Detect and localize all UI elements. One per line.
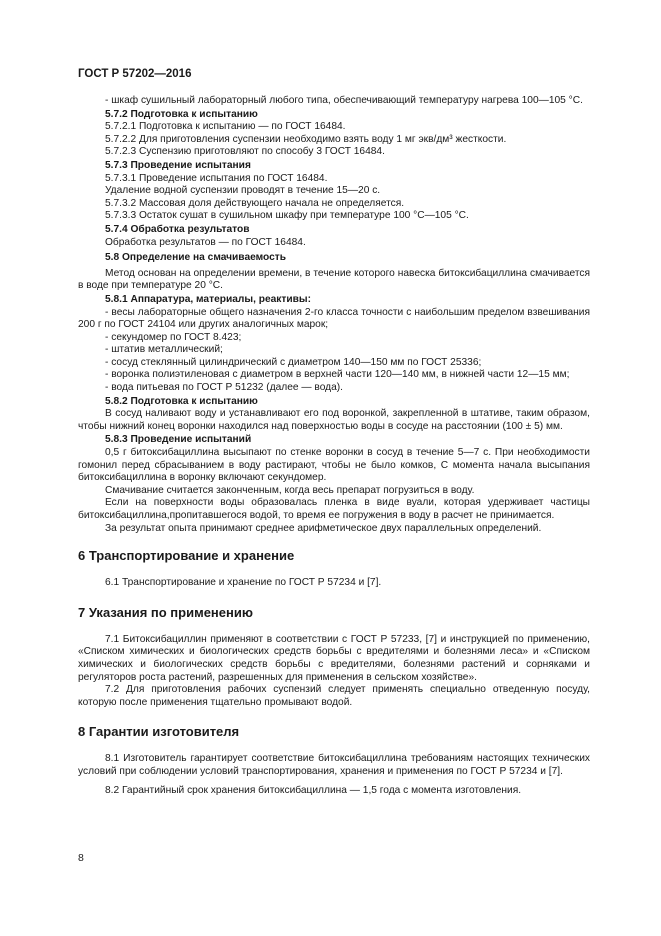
paragraph: За результат опыта принимают среднее арифметическое двух параллельных определений. [105,522,542,534]
section-heading: 6 Транспортирование и хранение [78,548,295,564]
paragraph: 6.1 Транспортирование и хранение по ГОСТ Р 57234 и [7]. [105,577,382,589]
subsection-heading: 5.8.3 Проведение испытаний [105,434,252,446]
paragraph: - секундомер по ГОСТ 8.423; [105,331,242,343]
paragraph: 8.1 Изготовитель гарантирует соответствие битоксибациллина требованиям настоящих технических условий при соблюдении условий транспортирования, хранения и применения по ГОСТ Р 57234 и [7]. [78,753,590,777]
paragraph: - сосуд стеклянный цилиндрический с диаметром 140—150 мм по ГОСТ 25336; [105,356,482,368]
paragraph: 5.7.3.2 Массовая доля действующего начала не определяется. [105,197,405,209]
paragraph: Если на поверхности воды образовалась пленка в виде вуали, которая удерживает частицы битоксибациллина,пропитавшегося водой, то время ее погружения в воду в расчет не принимается. [78,497,590,521]
document-body [78,95,590,797]
subsection-heading: 5.8.1 Аппаратура, материалы, реактивы: [105,293,311,305]
subsection-heading: 5.8.2 Подготовка к испытанию [105,395,258,407]
subsection-heading: 5.7.3 Проведение испытания [105,159,251,171]
paragraph: 5.7.3.3 Остаток сушат в сушильном шкафу при температуре 100 °С—105 °С. [105,210,469,222]
subsection-heading: 5.7.2 Подготовка к испытанию [105,108,258,120]
subsection-heading: 5.8 Определение на смачиваемость [105,252,287,264]
page-number: 8 [78,852,84,864]
paragraph: - вода питьевая по ГОСТ Р 51232 (далее — вода). [105,382,343,394]
paragraph: - весы лабораторные общего назначения 2-го класса точности с наибольшим пределом взвешивания 200 г по ГОСТ 24104 или других аналогичных марок; [78,306,590,331]
section-heading: 7 Указания по применению [78,604,253,620]
paragraph: Обработка результатов — по ГОСТ 16484. [105,236,306,248]
paragraph: - шкаф сушильный лабораторный любого типа, обеспечивающий температуру нагрева 100—105 °С. [105,95,583,106]
paragraph: - воронка полиэтиленовая с диаметром в верхней части 120—140 мм, в нижней части 12—15 мм; [105,369,570,381]
paragraph: 5.7.2.1 Подготовка к испытанию — по ГОСТ 16484. [105,121,346,133]
paragraph: Удаление водной суспензии проводят в течение 15—20 с. [105,185,381,197]
paragraph: - штатив металлический; [105,344,223,356]
paragraph: 8.2 Гарантийный срок хранения битоксибациллина — 1,5 года с момента изготовления. [105,784,522,796]
subsection-heading: 5.7.4 Обработка результатов [105,223,250,235]
paragraph: В сосуд наливают воду и устанавливают его под воронкой, закрепленной в штативе, таким образом, чтобы нижний конец воронки находился над поверхностью воды в сосуде на расстоянии (100 ± 5) мм. [78,408,590,432]
paragraph: 5.7.2.2 Для приготовления суспензии необходимо взять воду 1 мг экв/дм³ жесткости. [105,133,507,145]
paragraph: Смачивание считается законченным, когда весь препарат погрузиться в воду. [105,484,475,496]
paragraph: 7.2 Для приготовления рабочих суспензий следует применять специально отведенную посуду, которую после применения тщательно промывают водой. [78,684,590,708]
paragraph: 7.1 Битоксибациллин применяют в соответствии с ГОСТ Р 57233, [7] и инструкцией по применению, «Списком химических и биологических средств борьбы с вредителями и болезнями леса» и «Списком химических и биологических средств борьбы с вредителями, болезнями растений и сорняками и регуляторов роста растений, разрешенных для применения в сельском хозяйстве». [78,633,590,683]
paragraph: 5.7.2.3 Суспензию приготовляют по способу 3 ГОСТ 16484. [105,146,385,158]
document-header: ГОСТ Р 57202—2016 [78,68,192,80]
paragraph: 0,5 г битоксибациллина высыпают по стенке воронки в сосуд в течение 5—7 с. При необходимости гомонил перед сбрасыванием в воду растирают, чтобы не было комков, С момента начала высыпания битоксибациллина в воронку включают секундомер. [78,447,590,484]
section-heading: 8 Гарантии изготовителя [78,724,240,740]
paragraph: 5.7.3.1 Проведение испытания по ГОСТ 16484. [105,172,328,184]
paragraph: Метод основан на определении времени, в течение которого навеска битоксибациллина смачивается в воде при температуре 20 °С. [78,267,590,292]
